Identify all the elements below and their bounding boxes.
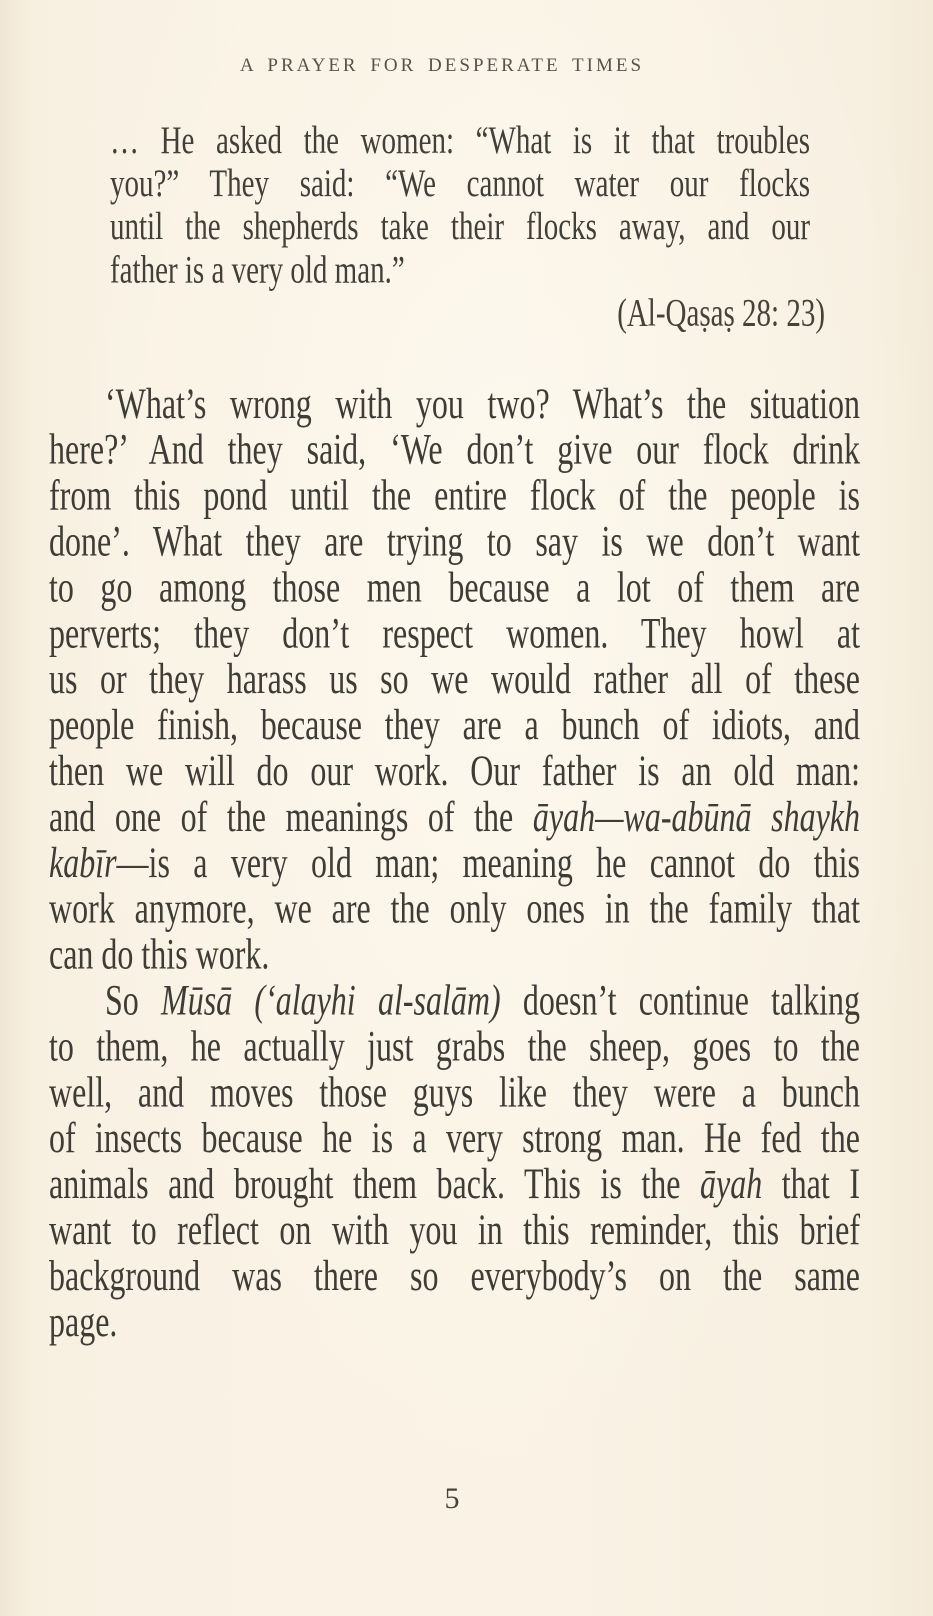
text-run: animals and brought them back. This is the [49,1158,701,1208]
para1-line-5: to go among those men because a lot of them are [49,562,860,611]
para1-line-11 [49,839,860,885]
para2-line-8: page. [49,1296,118,1346]
para2-line-6: want to reflect on with you in this reminder, this brief [49,1204,860,1254]
text-run: doesn’t continue talking [500,975,861,1024]
para2-line-4: of insects because he is a very strong man. He fed the [49,1113,860,1162]
para1-line-10 [49,793,860,839]
text-run: and one of the meanings of the [49,791,533,841]
para2-line-2: to them, he actually just grabs the sheep, goes to the [49,1021,860,1070]
para1-line-3: from this pond until the entire flock of the people is [49,470,860,520]
para1-line-4: done’. What they are trying to say is we don’t want [49,516,860,565]
quote-line-2: you?” They said: “We cannot water our flocks [110,162,810,206]
page-number: 5 [444,1482,460,1515]
quote-line-4: father is a very old man.” [110,248,405,292]
italic-run: kabīr [49,837,117,887]
quote-citation: (Al-Qaṣaṣ 28: 23) [617,291,825,335]
quote-block [110,119,825,335]
body-text [49,380,860,1344]
italic-run: āyah [700,1158,763,1208]
para1-line-7: us or they harass us so we would rather all of these [49,654,860,703]
para1-line-1: ‘What’s wrong with you two? What’s the situation [105,378,860,428]
para1-line-6: perverts; they don’t respect women. They howl at [49,608,860,657]
running-header: A PRAYER FOR DESPERATE TIMES [239,55,645,76]
para2-line-3: well, and moves those guys like they were a bunch [49,1067,860,1116]
quote-line-3: until the shepherds take their flocks away, and our [110,205,810,249]
para2-line-7: background was there so everybody’s on the same [49,1250,860,1300]
text-run: —is a very old man; meaning he cannot do this [116,837,860,887]
para2-line-1 [49,977,860,1023]
para1-line-13: can do this work. [49,929,270,979]
para1-line-12: work anymore, we are the only ones in the family that [49,883,860,933]
para2-line-5 [49,1160,860,1206]
italic-run: Mūsā (‘alayhi al-salām) [161,975,501,1024]
para1-line-2: here?’ And they said, ‘We don’t give our flock drink [49,424,860,474]
text-run: So [105,975,162,1024]
quote-line-1: … He asked the women: “What is it that troubles [110,119,810,163]
para1-line-9: then we will do our work. Our father is an old man: [49,745,860,795]
italic-run: āyah—wa-abūnā shaykh [532,791,861,841]
para1-line-8: people finish, because they are a bunch of idiots, and [49,699,860,749]
text-run: that I [762,1158,861,1208]
